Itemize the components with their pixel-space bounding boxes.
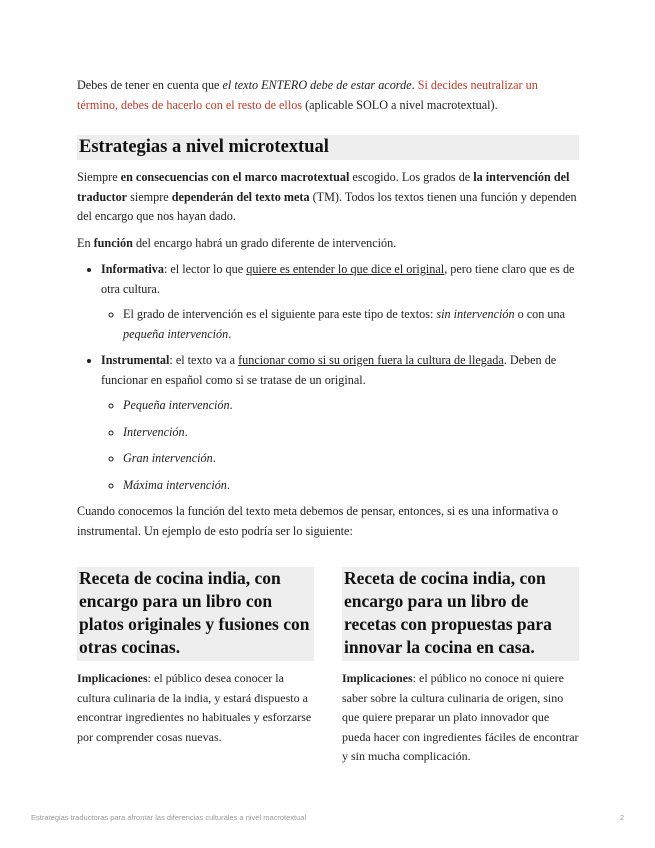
paragraph-funcion: En función del encargo habrá un grado diferente de intervención. (77, 235, 397, 250)
intro-paragraph (77, 76, 579, 115)
intro-text: Debes de tener en cuenta que (77, 78, 223, 92)
intro-emphasis: el texto ENTERO debe de estar acorde (222, 78, 412, 92)
list-item: ◦ Gran intervención. (123, 449, 579, 469)
document-page (77, 76, 579, 548)
list-item-instrumental: • Instrumental: el texto va a funcionar como si su origen fuera la cultura de llegada. Deben de funcionar en español como si se tratase de un original. ◦ Pequeña intervención. ◦ Intervención. ◦ Gran intervención. ◦ Máxima intervención. (101, 351, 579, 495)
example-column-1 (77, 567, 314, 767)
example-text: Implicaciones: el público desea conocer la cultura culinaria de la india, y estará dispuesto a encontrar ingredientes no habituales y esforzarse por comprender cosas nuevas. (77, 671, 312, 744)
intro-highlight: Si decides neutralizar un término, debes de hacerlo con el resto de ellos (77, 78, 538, 112)
example-columns (77, 567, 579, 767)
paragraph-conclusion: Cuando conocemos la función del texto meta debemos de pensar, entonces, si es una informativa o instrumental. Un ejemplo de esto podría ser lo siguiente: (77, 504, 559, 538)
list-item: ◦ El grado de intervención es el siguiente para este tipo de textos: sin intervención o con una pequeña intervención. (123, 305, 579, 344)
instrumental-sublist (101, 396, 579, 495)
intro-text: . (411, 78, 418, 92)
list-item: ◦ Pequeña intervención. (123, 396, 579, 416)
example-title: Receta de cocina india, con encargo para un libro de recetas con propuestas para innovar la cocina en casa. (342, 567, 579, 661)
section-heading: Estrategias a nivel microtextual (77, 135, 579, 160)
paragraph-marco: Siempre en consecuencias con el marco macrotextual escogido. Los grados de la intervención del traductor siempre dependerán del texto meta (TM). Todos los textos tienen una función y dependen del encargo que nos hayan dado. (77, 170, 577, 223)
list-item: ◦ Intervención. (123, 423, 579, 443)
example-title: Receta de cocina india, con encargo para un libro con platos originales y fusiones con otras cocinas. (77, 567, 314, 661)
function-list (77, 260, 579, 495)
page-number: 2 (620, 813, 625, 822)
list-item: ◦ Máxima intervención. (123, 476, 579, 496)
footer-title: Estrategias traductoras para afrontar las diferencias culturales a nivel macrotextual (31, 813, 307, 822)
informativa-sublist (101, 305, 579, 344)
list-item-informativa: • Informativa: el lector lo que quiere es entender lo que dice el original, pero tiene claro que es de otra cultura. ◦ El grado de intervención es el siguiente para este tipo de textos: sin intervención o con una pequeña intervención. (101, 260, 579, 344)
example-column-2 (342, 567, 579, 767)
example-text: Implicaciones: el público no conoce ni quiere saber sobre la cultura culinaria de origen, sino que quiere preparar un plato innovador que pueda hacer con ingredientes fáciles de encontrar y sin mucha complicación. (342, 671, 579, 763)
intro-text: (aplicable SOLO a nivel macrotextual). (302, 97, 498, 112)
